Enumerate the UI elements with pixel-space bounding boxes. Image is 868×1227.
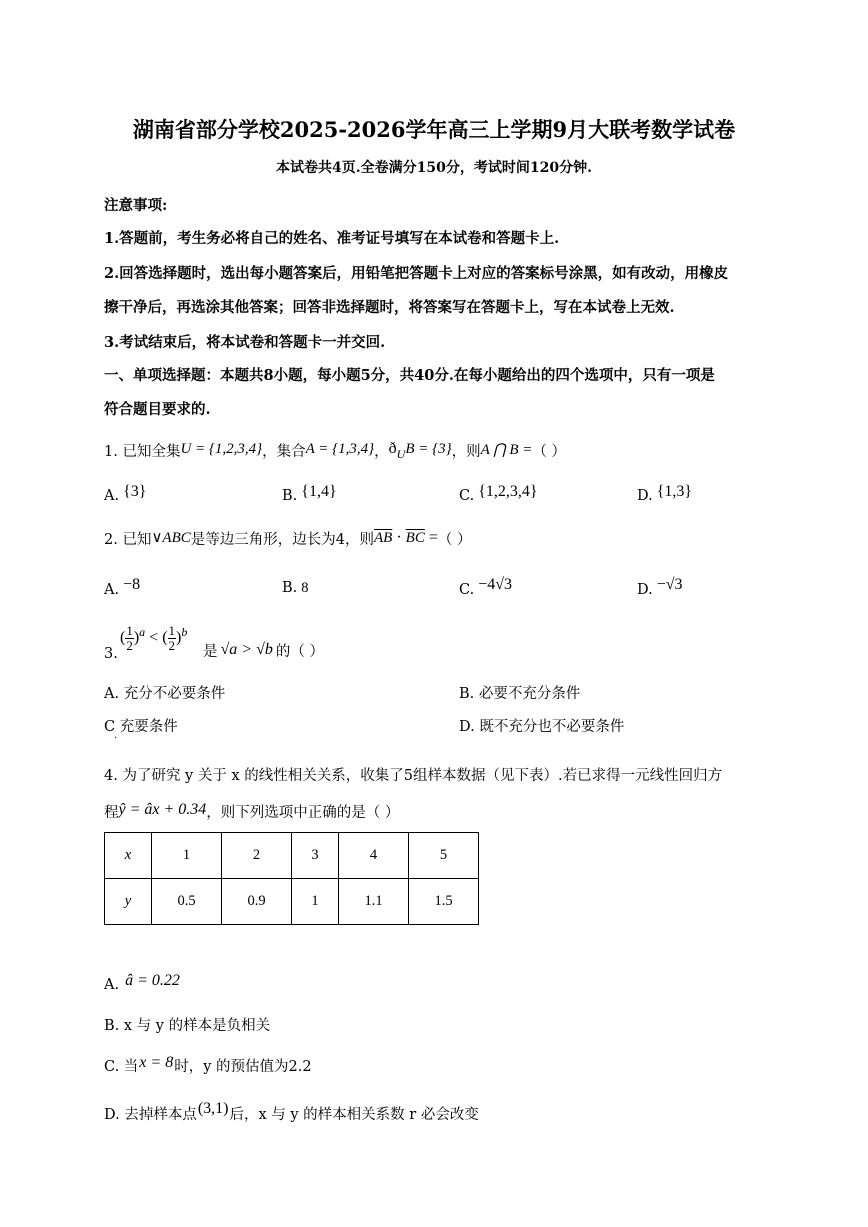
question-4-cont: 程ŷ = âx + 0.34，则下列选项中正确的是（ ） bbox=[104, 801, 400, 821]
section-heading: 一、单项选择题：本题共8小题，每小题5分，共40分.在每小题给出的四个选项中，只有一项是 bbox=[104, 367, 715, 384]
table-row: y 0.5 0.9 1 1.1 1.5 bbox=[105, 879, 479, 925]
math-universal-set: U = {1,2,3,4} bbox=[180, 441, 263, 457]
option-a: A. −8 bbox=[104, 576, 141, 598]
note-item: 擦干净后，再选涂其他答案；回答非选择题时，将答案写在答题卡上，写在本试卷上无效. bbox=[104, 299, 675, 316]
option-b: B. {1,4} bbox=[282, 483, 337, 504]
option-a: A. 充分不必要条件 bbox=[104, 686, 226, 702]
option-c: C. 当x = 8时，y 的预估值为2.2 bbox=[104, 1054, 312, 1075]
exam-info: 本试卷共4页.全卷满分150分，考试时间120分钟. bbox=[276, 160, 592, 176]
question-2: 2. 已知∨ABC是等边三角形，边长为4，则$\overline{AB} \cdot \overline{BC}$ =（ ） bbox=[104, 529, 472, 548]
option-c-dot: . bbox=[114, 730, 118, 741]
math-regression-eq: ŷ = âx + 0.34 bbox=[118, 801, 207, 818]
sample-data-table bbox=[104, 832, 479, 925]
notes-heading: 注意事项: bbox=[104, 197, 168, 214]
math-sqrt-inequality: √a > √b bbox=[220, 641, 273, 658]
option-a: A. {3} bbox=[104, 483, 147, 504]
page-title: 湖南省部分学校2025-2026学年高三上学期9月大联考数学试卷 bbox=[132, 117, 736, 142]
option-b: B. 必要不充分条件 bbox=[459, 686, 581, 702]
table-row: x 1 2 3 4 5 bbox=[105, 833, 479, 879]
option-c: C 充要条件 bbox=[104, 719, 178, 735]
note-item: 2.回答选择题时，选出每小题答案后，用铅笔把答题卡上对应的答案标号涂黑，如有改动，用橡皮 bbox=[104, 265, 729, 282]
option-c: C. −4√3 bbox=[459, 576, 512, 598]
section-heading-cont: 符合题目要求的. bbox=[104, 401, 211, 418]
note-item: 1.答题前，考生务必将自己的姓名、准考证号填写在本试卷和答题卡上. bbox=[104, 230, 560, 247]
math-exponent-inequality: ( $\frac{1}{2}$ )$^a$ < ( $\frac{1}{2}$ )$^b$ bbox=[120, 623, 188, 653]
option-d: D. −√3 bbox=[637, 576, 683, 598]
question-4: 4. 为了研究 y 关于 x 的线性相关关系，收集了5组样本数据（见下表）.若已求得一元线性回归方 bbox=[104, 768, 723, 784]
math-complement: ð bbox=[388, 440, 397, 457]
question-3-text: 是 √a > √b 的（ ） bbox=[203, 641, 324, 660]
option-b: B. x 与 y 的样本是负相关 bbox=[104, 1018, 271, 1034]
vector-bc: $\overline{BC}$ bbox=[405, 530, 425, 546]
math-triangle: ∨ABC bbox=[151, 530, 191, 546]
option-d: D. {1,3} bbox=[637, 483, 693, 504]
note-item: 3.考试结束后，将本试卷和答题卡一并交回. bbox=[104, 334, 386, 351]
option-a: A. â = 0.22 bbox=[104, 972, 180, 993]
math-intersection: A ⋂ B = bbox=[480, 442, 533, 458]
vector-ab: $\overline{AB}$ bbox=[374, 530, 393, 546]
option-b: B. 8 bbox=[282, 580, 309, 596]
option-d: D. 去掉样本点(3,1)后，x 与 y 的样本相关系数 r 必会改变 bbox=[104, 1100, 479, 1123]
option-c: C. {1,2,3,4} bbox=[459, 483, 538, 504]
math-complement-b: B = {3} bbox=[405, 441, 452, 457]
question-3-num: 3. bbox=[104, 646, 118, 662]
option-d: D. 既不充分也不必要条件 bbox=[459, 719, 625, 735]
question-1: 1. 已知全集U = {1,2,3,4}，集合A = {1,3,4}，ðUB = {3}，则A ⋂ B =（ ） bbox=[104, 440, 566, 461]
math-set-a: A = {1,3,4} bbox=[305, 441, 375, 457]
